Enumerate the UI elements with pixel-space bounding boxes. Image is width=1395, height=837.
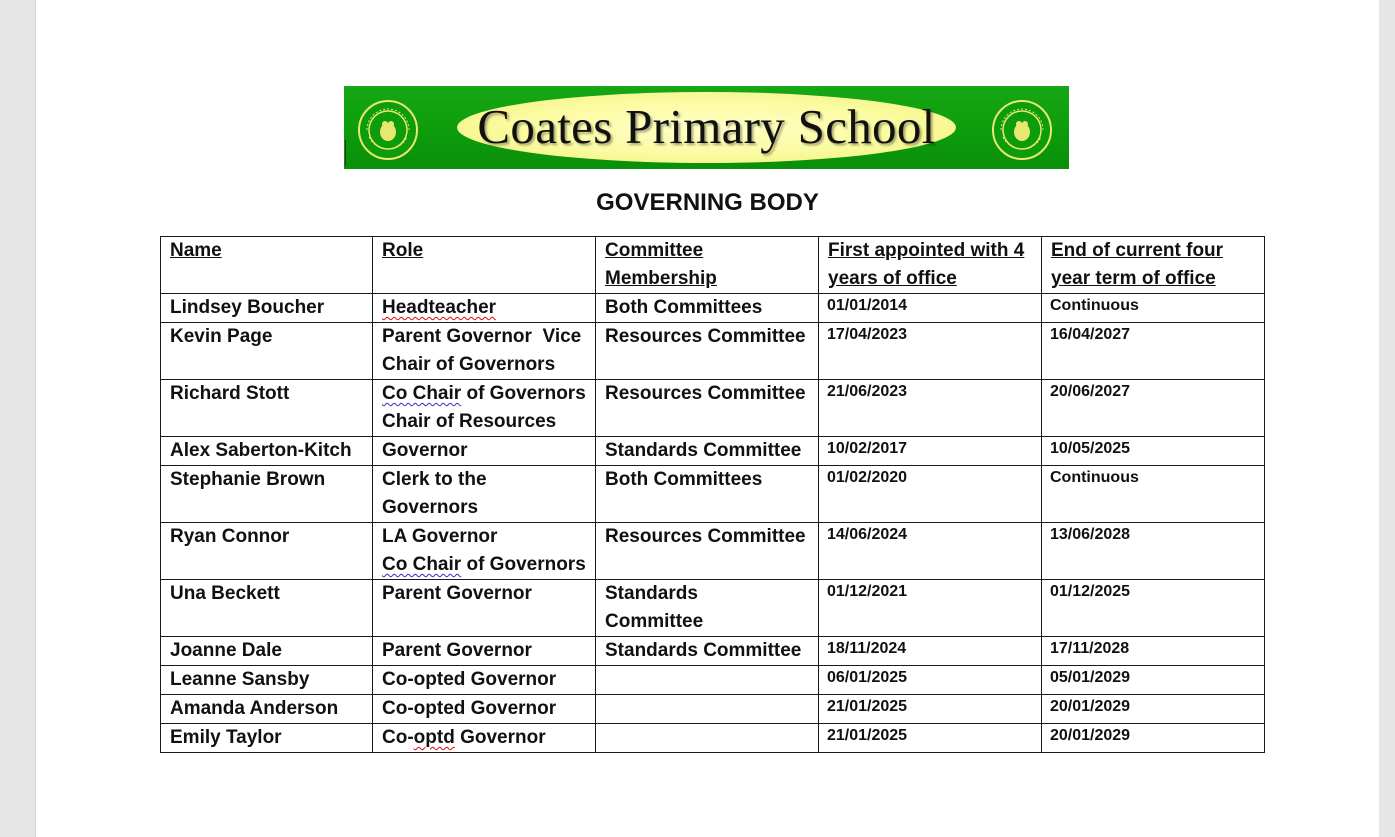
school-name: Coates Primary School bbox=[477, 99, 936, 154]
table-row bbox=[161, 666, 1265, 695]
cell-committee: Standards Committee bbox=[596, 580, 819, 637]
cell-name: Amanda Anderson bbox=[161, 695, 373, 724]
role-text: Governor bbox=[454, 727, 546, 748]
cell-role: Co-opted Governor bbox=[373, 695, 596, 724]
cell-first-appointed: 21/06/2023 bbox=[819, 380, 1042, 437]
table-header-row bbox=[161, 237, 1265, 294]
cell-name: Richard Stott bbox=[161, 380, 373, 437]
cell-name: Emily Taylor bbox=[161, 724, 373, 753]
cell-role: Governor bbox=[373, 437, 596, 466]
cell-committee: Resources Committee bbox=[596, 323, 819, 380]
cell-end-term: 20/01/2029 bbox=[1042, 724, 1265, 753]
cell-committee: Both Committees bbox=[596, 294, 819, 323]
cell-end-term: 05/01/2029 bbox=[1042, 666, 1265, 695]
role-text-flagged: Co Chair bbox=[382, 383, 462, 404]
role-text: LA Governor bbox=[382, 526, 498, 547]
cell-role bbox=[373, 724, 596, 753]
vertical-scrollbar[interactable] bbox=[1379, 0, 1395, 837]
cell-end-term: 13/06/2028 bbox=[1042, 523, 1265, 580]
role-text: of Governors Chair of Resources bbox=[382, 383, 586, 432]
cell-first-appointed: 10/02/2017 bbox=[819, 437, 1042, 466]
cell-role: Parent Governor bbox=[373, 580, 596, 637]
cell-name: Alex Saberton-Kitch bbox=[161, 437, 373, 466]
school-crest-icon bbox=[357, 99, 419, 161]
cell-first-appointed: 18/11/2024 bbox=[819, 637, 1042, 666]
cell-committee: Standards Committee bbox=[596, 437, 819, 466]
cell-committee: Both Committees bbox=[596, 466, 819, 523]
cell-name: Joanne Dale bbox=[161, 637, 373, 666]
school-banner bbox=[344, 86, 1069, 169]
cell-first-appointed: 17/04/2023 bbox=[819, 323, 1042, 380]
cell-first-appointed: 14/06/2024 bbox=[819, 523, 1042, 580]
document-page bbox=[35, 0, 1380, 837]
cell-end-term: 16/04/2027 bbox=[1042, 323, 1265, 380]
cell-role: Co-opted Governor bbox=[373, 666, 596, 695]
header-committee: Committee Membership bbox=[596, 237, 819, 294]
table-row bbox=[161, 380, 1265, 437]
cell-first-appointed: 01/01/2014 bbox=[819, 294, 1042, 323]
cell-first-appointed: 01/02/2020 bbox=[819, 466, 1042, 523]
table-row bbox=[161, 466, 1265, 523]
header-name: Name bbox=[161, 237, 373, 294]
cell-first-appointed: 06/01/2025 bbox=[819, 666, 1042, 695]
role-text: of Governors bbox=[461, 554, 586, 575]
header-first-appointed: First appointed with 4 years of office bbox=[819, 237, 1042, 294]
table-row bbox=[161, 523, 1265, 580]
table-row bbox=[161, 695, 1265, 724]
role-text: Headteacher bbox=[382, 297, 497, 318]
cell-end-term: Continuous bbox=[1042, 294, 1265, 323]
cell-name: Kevin Page bbox=[161, 323, 373, 380]
cell-committee: Resources Committee bbox=[596, 523, 819, 580]
cell-role bbox=[373, 380, 596, 437]
governors-table bbox=[160, 236, 1265, 753]
cell-name: Una Beckett bbox=[161, 580, 373, 637]
cell-role bbox=[373, 294, 596, 323]
cell-role: Parent Governor Vice Chair of Governors bbox=[373, 323, 596, 380]
school-crest-icon bbox=[991, 99, 1053, 161]
text-cursor bbox=[345, 140, 346, 166]
cell-committee bbox=[596, 666, 819, 695]
cell-role: Clerk to the Governors bbox=[373, 466, 596, 523]
cell-end-term: 20/06/2027 bbox=[1042, 380, 1265, 437]
role-text-flagged: optd bbox=[413, 727, 455, 748]
table-row bbox=[161, 323, 1265, 380]
cell-role bbox=[373, 523, 596, 580]
table-row bbox=[161, 724, 1265, 753]
cell-name: Lindsey Boucher bbox=[161, 294, 373, 323]
role-text-flagged: Co Chair bbox=[382, 554, 462, 575]
cell-committee: Resources Committee bbox=[596, 380, 819, 437]
cell-first-appointed: 21/01/2025 bbox=[819, 724, 1042, 753]
cell-role: Parent Governor bbox=[373, 637, 596, 666]
header-role: Role bbox=[373, 237, 596, 294]
cell-committee bbox=[596, 695, 819, 724]
cell-first-appointed: 01/12/2021 bbox=[819, 580, 1042, 637]
cell-name: Leanne Sansby bbox=[161, 666, 373, 695]
table-row bbox=[161, 580, 1265, 637]
cell-end-term: 20/01/2029 bbox=[1042, 695, 1265, 724]
cell-end-term: 17/11/2028 bbox=[1042, 637, 1265, 666]
table-row bbox=[161, 294, 1265, 323]
cell-committee bbox=[596, 724, 819, 753]
page-title: GOVERNING BODY bbox=[596, 189, 819, 216]
cell-end-term: 10/05/2025 bbox=[1042, 437, 1265, 466]
header-end-term: End of current four year term of office bbox=[1042, 237, 1265, 294]
cell-name: Stephanie Brown bbox=[161, 466, 373, 523]
table-row bbox=[161, 437, 1265, 466]
cell-name: Ryan Connor bbox=[161, 523, 373, 580]
role-text: Co- bbox=[382, 727, 414, 748]
table-row bbox=[161, 637, 1265, 666]
cell-first-appointed: 21/01/2025 bbox=[819, 695, 1042, 724]
cell-end-term: 01/12/2025 bbox=[1042, 580, 1265, 637]
cell-committee: Standards Committee bbox=[596, 637, 819, 666]
cell-end-term: Continuous bbox=[1042, 466, 1265, 523]
